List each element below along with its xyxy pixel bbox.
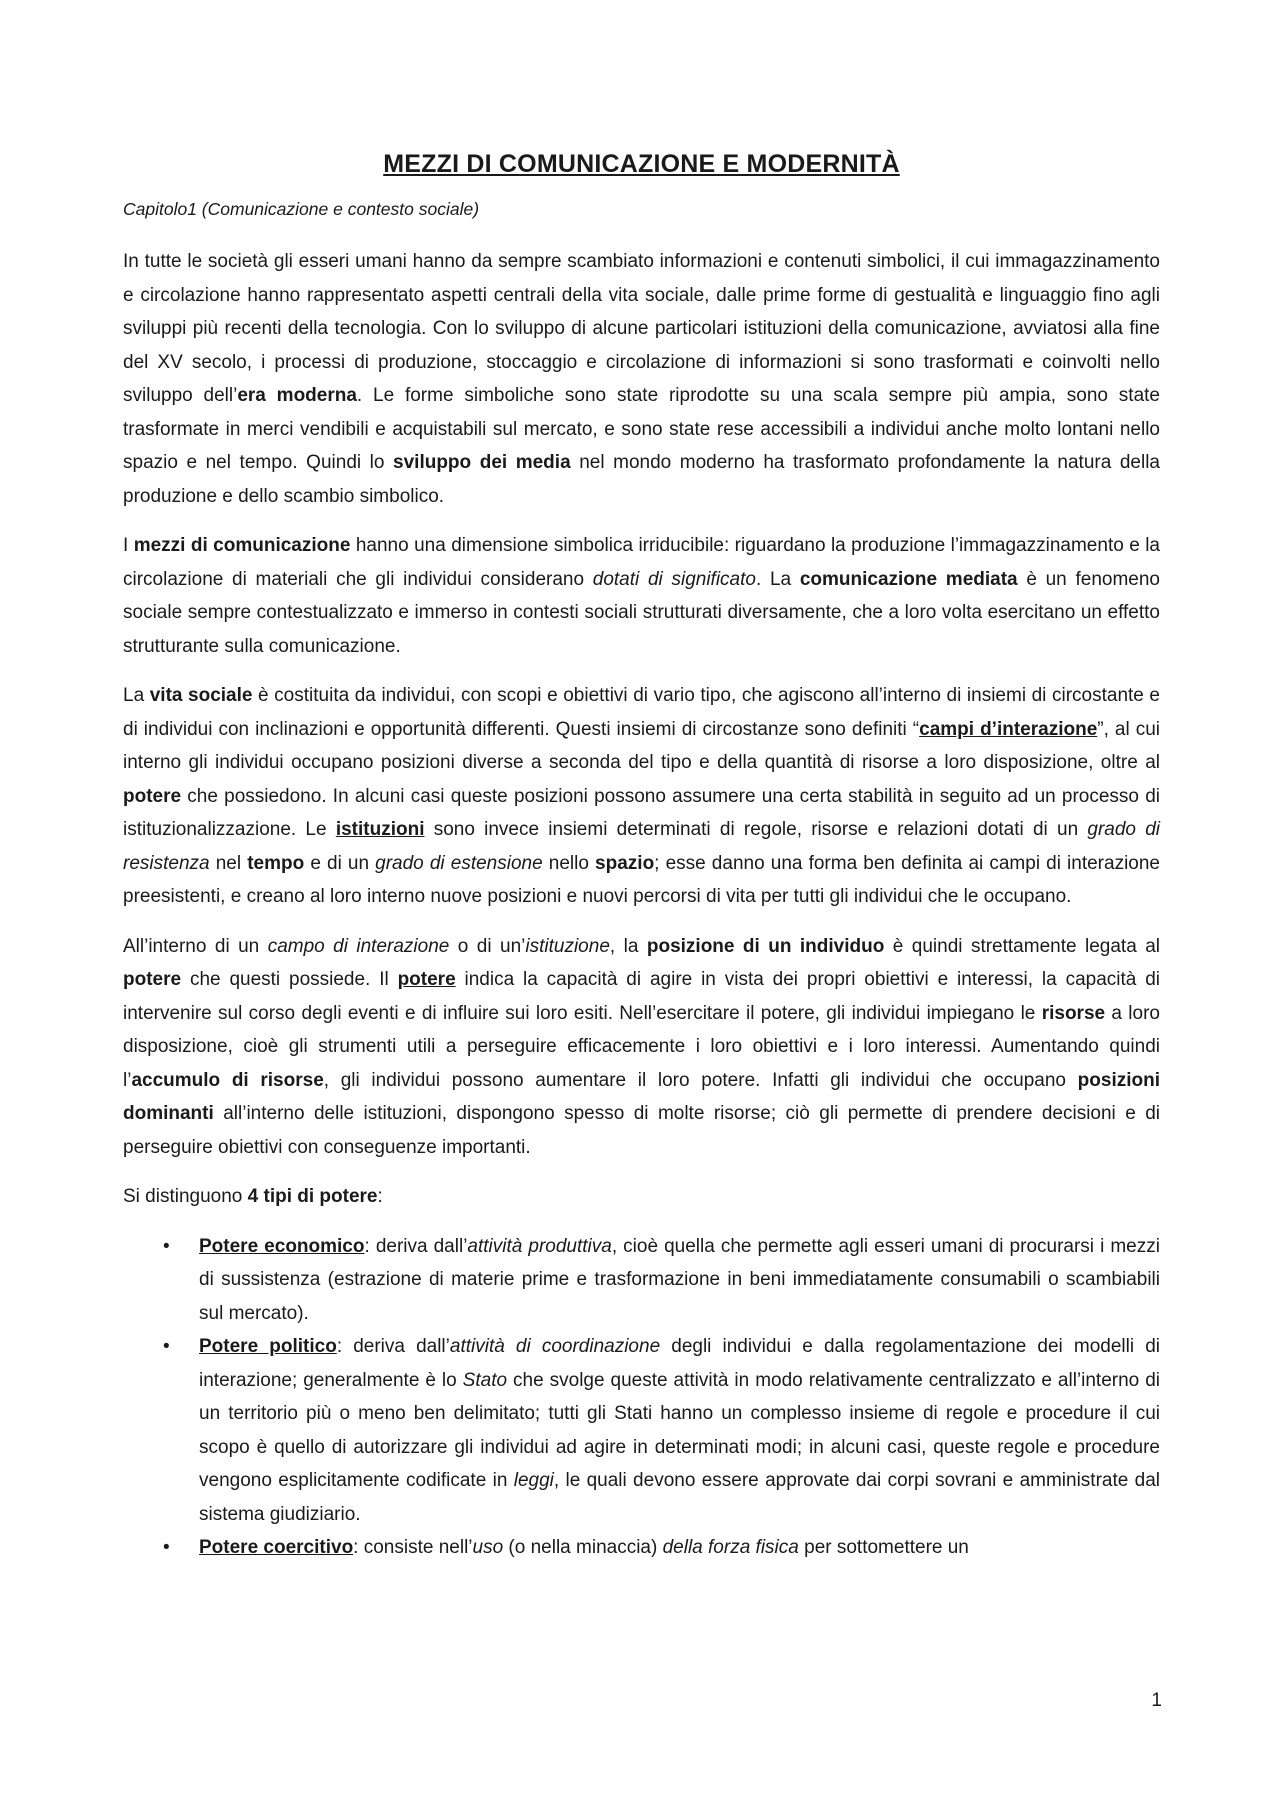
text-run: , le quali devono essere approvate dai corpi sovrani e amministrate dal sistema giudiziario. bbox=[199, 1470, 1160, 1525]
text-run: o di un’ bbox=[449, 935, 526, 957]
text-run: , cioè quella che permette agli esseri umani di procurarsi i mezzi di sussistenza (estrazione di materie prime e trasformazione in beni immediatamente consumabili o scambiabili sul mercato). bbox=[199, 1235, 1160, 1324]
text-run: degli individui e dalla regolamentazione dei modelli di interazione; generalmente è lo bbox=[199, 1336, 1160, 1391]
paragraph-social-life bbox=[123, 679, 1160, 914]
underlined-term: potere bbox=[397, 969, 456, 990]
text-run: hanno una dimensione simbolica irriducibile: riguardano la produzione l’immagazzinamento e la circolazione di materiali che gli individui considerano bbox=[123, 535, 1160, 590]
text-run: nello bbox=[542, 852, 596, 874]
bullet-icon: • bbox=[163, 1235, 170, 1257]
text-run: e di un bbox=[304, 852, 376, 874]
italic-term: attività di coordinazione bbox=[449, 1336, 661, 1357]
bold-term: sviluppo dei media bbox=[393, 452, 571, 473]
text-run: . La bbox=[755, 568, 800, 590]
text-run: , la bbox=[609, 935, 647, 957]
chapter-heading: Capitolo1 (Comunicazione e contesto sociale) bbox=[123, 199, 480, 219]
text-run: è costituita da individui, con scopi e obiettivi di vario tipo, che agiscono all’interno di insiemi di circostante e di individui con inclinazioni e opportunità differenti. Questi insiemi di circostanze sono definiti “ bbox=[123, 685, 1160, 740]
power-name: Potere economico bbox=[199, 1235, 365, 1257]
text-run: per sottomettere un bbox=[798, 1537, 969, 1558]
text-run: , gli individui possono aumentare il loro potere. Infatti gli individui che occupano bbox=[323, 1069, 1078, 1091]
text-run: Si distinguono bbox=[123, 1186, 248, 1207]
italic-term: grado di resistenza bbox=[123, 819, 1161, 874]
bold-term: 4 tipi di potere bbox=[247, 1186, 378, 1207]
bold-term: risorse bbox=[1041, 1002, 1106, 1024]
text-run: . Le forme simboliche sono state riprodotte su una scala sempre più ampia, sono state trasformate in merci vendibili e acquistabili sul mercato, e sono state rese accessibili a individui anche molto lontani nello spazio e nel tempo. Quindi lo bbox=[123, 385, 1160, 473]
italic-term: attività produttiva bbox=[467, 1235, 612, 1257]
text-run: In tutte le società gli esseri umani hanno da sempre scambiato informazioni e contenuti simbolici, il cui immagazzinamento e circolazione hanno rappresentato aspetti centrali della vita sociale, dalle prime forme di gestualità e linguaggio fino agli sviluppi più recenti della tecnologia. Con lo sviluppo di alcune particolari istituzioni della comunicazione, avviatosi alla fine del XV secolo, i processi di produzione, stoccaggio e circolazione di informazioni si sono trasformati e coinvolti nello sviluppo dell’ bbox=[123, 251, 1160, 406]
bold-term: spazio bbox=[595, 852, 655, 874]
power-name: Potere coercitivo bbox=[199, 1537, 354, 1558]
paragraph-intro bbox=[123, 245, 1160, 513]
italic-term: uso bbox=[472, 1537, 504, 1558]
bold-term: potere bbox=[123, 969, 182, 990]
text-run: è un fenomeno sociale sempre contestualizzato e immerso in contesti sociali strutturati diversamente, che a loro volta esercitano un effetto strutturante sulla comunicazione. bbox=[123, 568, 1160, 657]
bold-term: comunicazione mediata bbox=[799, 568, 1018, 590]
bold-term: posizione di un individuo bbox=[646, 935, 885, 957]
text-run: La bbox=[123, 685, 150, 706]
italic-term: Stato bbox=[462, 1369, 508, 1391]
italic-term: leggi bbox=[513, 1470, 554, 1491]
bullet-icon: • bbox=[163, 1537, 170, 1558]
bold-term: vita sociale bbox=[149, 685, 253, 706]
bold-term: era moderna bbox=[237, 385, 357, 406]
page-number: 1 bbox=[1151, 1690, 1162, 1711]
text-run: a loro disposizione, cioè gli strumenti utili a perseguire efficacemente i loro obiettivi e i loro interessi. Aumentando quindi l’ bbox=[123, 1002, 1160, 1091]
paragraph-media bbox=[123, 529, 1160, 663]
text-run: All’interno di un bbox=[123, 935, 268, 957]
italic-term: istituzione bbox=[525, 935, 610, 957]
underlined-term: istituzioni bbox=[335, 819, 425, 840]
underlined-term: campi d’interazione bbox=[919, 718, 1098, 740]
text-run: : bbox=[377, 1186, 383, 1207]
list-item-economic-power bbox=[123, 1230, 1160, 1331]
text-run: I bbox=[123, 535, 134, 556]
text-run: indica la capacità di agire in vista dei propri obiettivi e interessi, la capacità di intervenire sul corso degli eventi e di influire sui loro esiti. Nell’esercitare il potere, gli individui impiegano le bbox=[123, 969, 1160, 1024]
text-run: nel mondo moderno ha trasformato profondamente la natura della produzione e dello scambio simbolico. bbox=[123, 452, 1160, 507]
text-run: che questi possiede. Il bbox=[181, 969, 398, 990]
bold-term: posizioni dominanti bbox=[123, 1069, 1160, 1124]
paragraph-power-types-intro bbox=[123, 1180, 1160, 1214]
list-item-political-power bbox=[123, 1330, 1160, 1531]
paragraph-power bbox=[123, 930, 1160, 1165]
power-types-list bbox=[123, 1230, 1160, 1565]
italic-term: della forza fisica bbox=[662, 1537, 799, 1558]
italic-term: grado di estensione bbox=[375, 852, 543, 874]
text-run: ; esse danno una forma ben definita ai campi di interazione preesistenti, e creano al loro interno nuove posizioni e nuovi percorsi di vita per tutti gli individui che le occupano. bbox=[123, 852, 1161, 907]
bold-term: mezzi di comunicazione bbox=[133, 535, 351, 556]
text-run: : deriva dall’ bbox=[336, 1336, 450, 1357]
text-run: all’interno delle istituzioni, dispongono spesso di molte risorse; ciò gli permette di prendere decisioni e di perseguire obiettivi con conseguenze importanti. bbox=[123, 1103, 1160, 1158]
text-run: : deriva dall’ bbox=[364, 1235, 468, 1257]
text-run: : consiste nell’ bbox=[353, 1537, 473, 1558]
document-title: MEZZI DI COMUNICAZIONE E MODERNITÀ bbox=[383, 150, 900, 178]
bold-term: accumulo di risorse bbox=[131, 1069, 324, 1091]
power-name: Potere politico bbox=[199, 1336, 337, 1357]
text-run: ”, al cui interno gli individui occupano posizioni diverse a seconda del tipo e della quantità di risorse a loro disposizione, oltre al bbox=[123, 718, 1160, 773]
list-item-coercive-power bbox=[123, 1531, 1160, 1565]
text-run: è quindi strettamente legata al bbox=[884, 935, 1160, 957]
text-run: che svolge queste attività in modo relativamente centralizzato e all’interno di un territorio più o meno ben delimitato; tutti gli Stati hanno un complesso insieme di regole e procedure il cui scopo è quello di autorizzare gli individui ad agire in determinati modi; in alcuni casi, queste regole e procedure vengono esplicitamente codificate in bbox=[199, 1369, 1160, 1491]
text-run: nel bbox=[209, 852, 248, 874]
italic-term: campo di interazione bbox=[267, 935, 450, 957]
text-run: che possiedono. In alcuni casi queste posizioni possono assumere una certa stabilità in seguito ad un processo di istituzionalizzazione. Le bbox=[123, 785, 1160, 840]
bullet-icon: • bbox=[163, 1336, 170, 1357]
text-run: sono invece insiemi determinati di regole, risorse e relazioni dotati di un bbox=[424, 819, 1088, 840]
bold-term: potere bbox=[123, 785, 182, 807]
italic-term: dotati di significato bbox=[592, 568, 756, 590]
text-run: (o nella minaccia) bbox=[503, 1537, 663, 1558]
bold-term: tempo bbox=[247, 852, 305, 874]
document-page bbox=[123, 150, 1160, 1565]
